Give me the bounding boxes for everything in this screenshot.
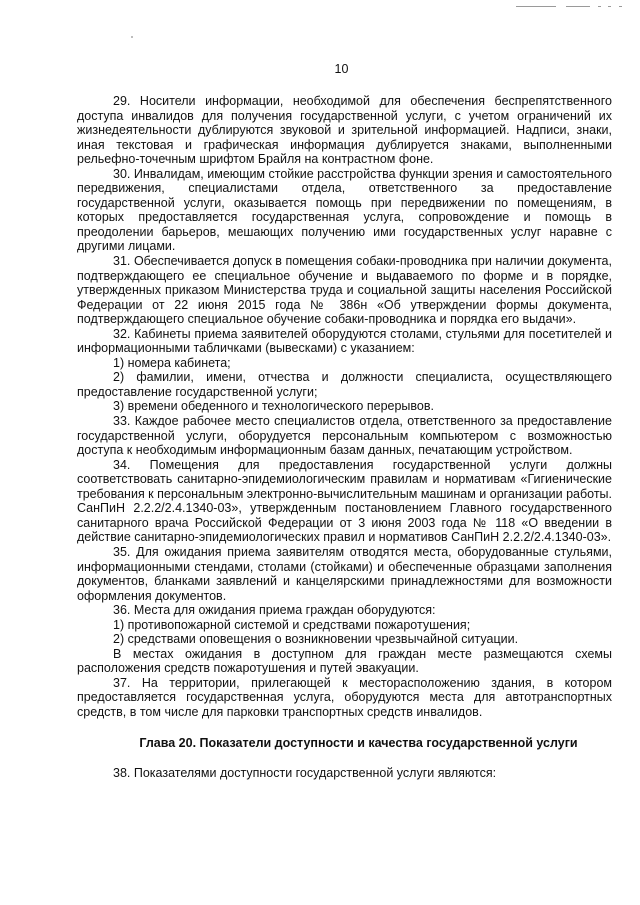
list-item-32-1: 1) номера кабинета; [113, 355, 231, 370]
paragraph-32: 32. Кабинеты приема заявителей оборудуются столами, стульями для посетителей и информационными табличками (вывесками) с указанием: [77, 326, 612, 356]
paragraph-36: 36. Места для ожидания приема граждан оборудуются: [113, 603, 436, 618]
chapter-heading: Глава 20. Показатели доступности и качества государственной услуги [139, 735, 578, 750]
paragraph-30: 30. Инвалидам, имеющим стойкие расстройства функции зрения и самостоятельного передвижения, специалистами отдела, ответственного за предоставление государственной услуги, оказывается помощь при передвижении по помещениям, в которых предоставляется государственная услуга, сопровождение и помощь в преодолении барьеров, мешающих получению ими государственных услуг наравне с другими лицами. [77, 166, 612, 254]
paragraph-34: 34. Помещения для предоставления государственной услуги должны соответствовать санитарно-эпидемиологическим правилам и нормативам «Гигиенические требования к персональным электронно-вычислительным машинам и организации работы. СанПиН 2.2.2/2.4.1340-03», утвержденным постановлением Главного государственного санитарного врача Российской Федерации от 3 июня 2003 года № 118 «О введении в действие санитарно-эпидемиологических правил и нормативов СанПиН 2.2.2/2.4.1340-03». [77, 457, 612, 545]
scan-speck [131, 36, 133, 38]
paragraph-29: 29. Носители информации, необходимой для обеспечения беспрепятственного доступа инвалидов для получения государственной услуги, с учетом ограничений их жизнедеятельности дублируются звуковой и зрительной информацией. Надписи, знаки, иная текстовая и графическая информация дублируется знаками, выполненными рельефно-точечным шрифтом Брайля на контрастном фоне. [77, 94, 612, 167]
paragraph-38: 38. Показателями доступности государственной услуги являются: [113, 766, 497, 781]
paragraph-36-note: В местах ожидания в доступном для граждан месте размещаются схемы расположения средств пожаротушения и путей эвакуации. [77, 646, 612, 676]
paragraph-37: 37. На территории, прилегающей к месторасположению здания, в котором предоставляется государственная услуга, оборудуются места для автотранспортных средств, в том числе для парковки транспортных средств инвалидов. [77, 675, 612, 719]
list-item-32-2: 2) фамилии, имени, отчества и должности специалиста, осуществляющего предоставление государственной услуги; [77, 370, 612, 399]
document-body [77, 94, 612, 781]
list-item-36-1: 1) противопожарной системой и средствами пожаротушения; [113, 617, 471, 632]
paragraph-33: 33. Каждое рабочее место специалистов отдела, ответственного за предоставление государственной услуги, оборудуется персональным компьютером с возможностью доступа к необходимым информационным базам данных, печатающим устройством. [77, 414, 612, 458]
paragraph-35: 35. Для ожидания приема заявителям отводятся места, оборудованные стульями, информационными стендами, столами (стойками) и обеспеченные образцами заполнения документов, бланками заявлений и канцелярскими принадлежностями для возможности оформления документов. [77, 544, 612, 603]
scan-artifact-line [516, 6, 626, 10]
list-item-32-3: 3) времени обеденного и технологического перерывов. [113, 399, 434, 414]
page-number: 10 [334, 62, 349, 76]
list-item-36-2: 2) средствами оповещения о возникновении чрезвычайной ситуации. [113, 632, 519, 647]
paragraph-31: 31. Обеспечивается допуск в помещения собаки-проводника при наличии документа, подтверждающего ее специальное обучение и выдаваемого по форме и в порядке, утвержденных приказом Министерства труда и социальной защиты населения Российской Федерации от 22 июня 2015 года № 386н «Об утверждении формы документа, подтверждающего специальное обучение собаки-проводника и порядка его выдачи». [77, 254, 612, 327]
